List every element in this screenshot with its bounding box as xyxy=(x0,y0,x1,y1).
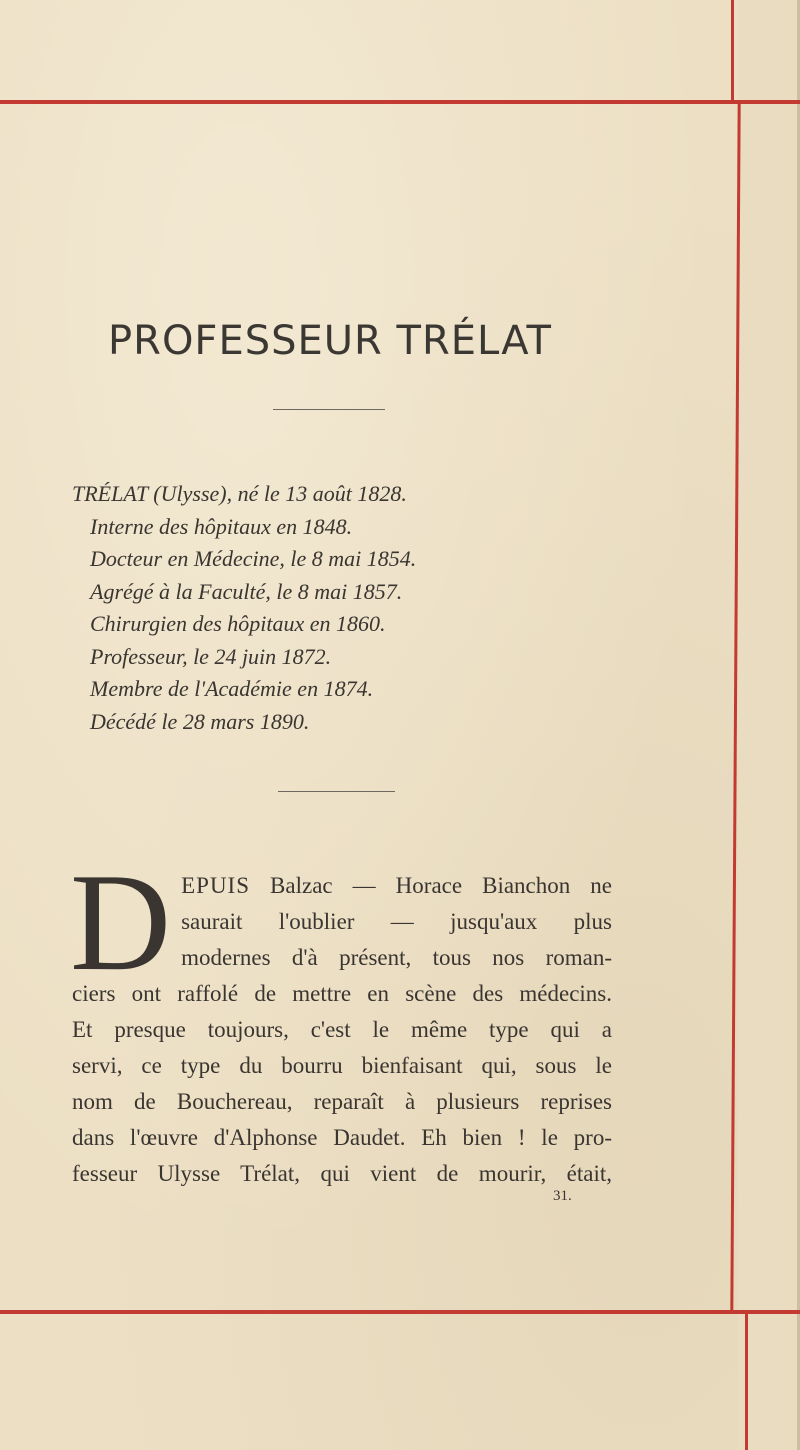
bio-line: Chirurgien des hôpitaux en 1860. xyxy=(90,611,386,636)
text-line-rest: Balzac — Horace Bianchon ne xyxy=(250,873,612,898)
vertical-red-rule-upper xyxy=(731,0,734,102)
bio-line: Décédé le 28 mars 1890. xyxy=(90,708,310,734)
bio-line: TRÉLAT (Ulysse), né le 13 août 1828. xyxy=(72,481,407,506)
body-paragraph xyxy=(70,845,612,1192)
top-red-rule xyxy=(0,100,800,104)
vertical-red-rule-lower xyxy=(745,1312,748,1450)
biography-list xyxy=(72,478,416,738)
text-line: nom de Bouchereau, reparaît à plusieurs reprises xyxy=(72,1089,612,1114)
text-line: ciers ont raffolé de mettre en scène des médecins. xyxy=(72,981,612,1006)
bio-line: Agrégé à la Faculté, le 8 mai 1857. xyxy=(90,578,403,604)
bio-line: Professeur, le 24 juin 1872. xyxy=(90,643,332,669)
separator-rule xyxy=(273,409,385,410)
page-edge xyxy=(738,0,800,1450)
bio-line: Interne des hôpitaux en 1848. xyxy=(90,513,353,539)
lead-smallcaps: EPUIS xyxy=(181,873,251,898)
text-line: dans l'œuvre d'Alphonse Daudet. Eh bien ! le pro- xyxy=(72,1125,612,1150)
text-line: saurait l'oublier — jusqu'aux plus xyxy=(181,909,612,934)
bottom-red-rule xyxy=(0,1310,800,1314)
page-title: PROFESSEUR TRÉLAT xyxy=(108,318,552,364)
text-line: Et presque toujours, c'est le même type qui a xyxy=(72,1017,612,1042)
drop-cap: D xyxy=(70,845,172,1000)
text-line: servi, ce type du bourru bienfaisant qui, sous le xyxy=(72,1053,612,1078)
bio-line: Membre de l'Académie en 1874. xyxy=(90,676,374,701)
bio-line: Docteur en Médecine, le 8 mai 1854. xyxy=(90,546,417,571)
text-line: modernes d'à présent, tous nos roman- xyxy=(181,945,612,970)
text-line: fesseur Ulysse Trélat, qui vient de mourir, était, xyxy=(72,1161,612,1186)
separator-rule xyxy=(278,791,395,792)
page-number: 31. xyxy=(553,1188,572,1204)
